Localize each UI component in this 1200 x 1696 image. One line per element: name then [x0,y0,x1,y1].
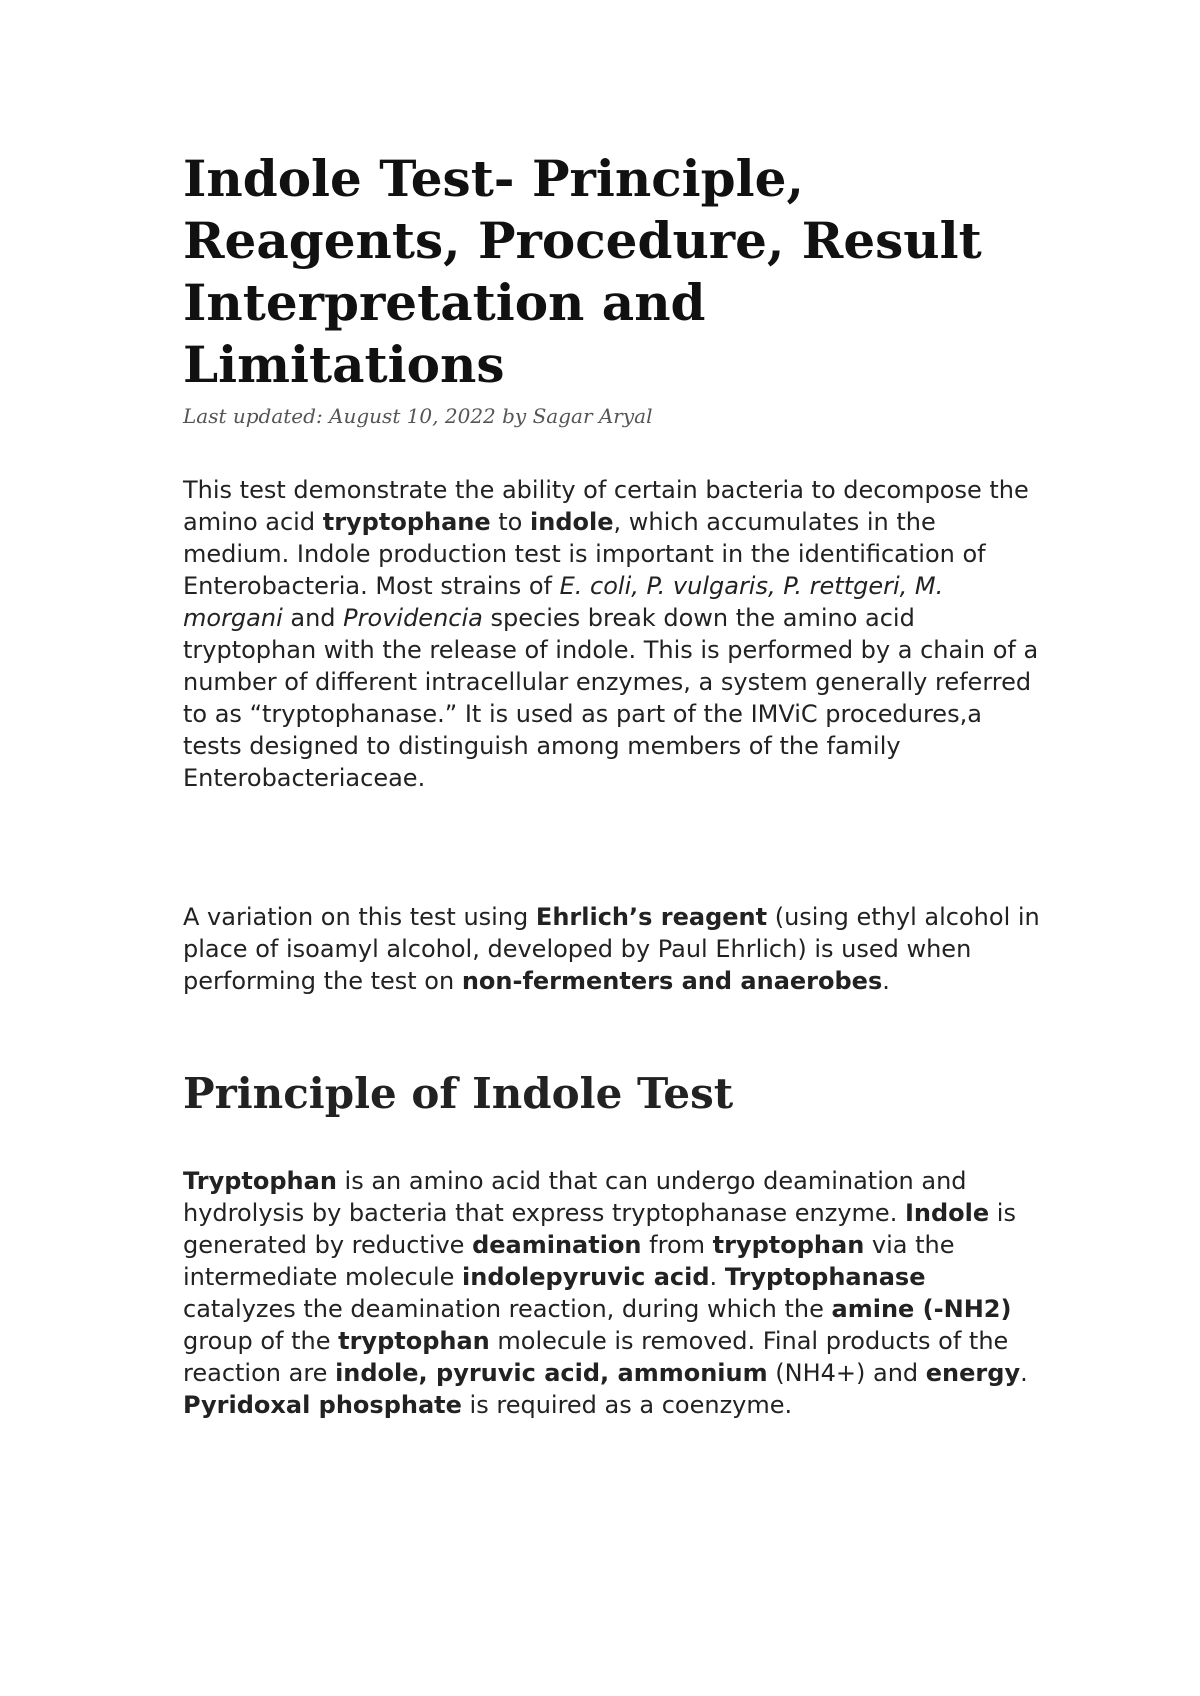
principle-paragraph: Tryptophan is an amino acid that can undergo deamination and hydrolysis by bacteria that express tryptophanase enzyme. Indole is generated by reductive deamination from tryptophan via the intermediate molecule indolepyruvic acid. Tryptophanase catalyzes the deamination reaction, during which the amine (-NH2) group of the tryptophan molecule is removed. Final products of the reaction are indole, pyruvic acid, ammonium (NH4+) and energy. Pyridoxal phosphate is required as a coenzyme. [183,1167,1028,1419]
article-title: Indole Test- Principle, Reagents, Procedure, Result Interpretation and Limitations [183,149,982,394]
article-meta: Last updated: August 10, 2022 by Sagar Aryal [183,404,653,428]
intro-paragraph: This test demonstrate the ability of certain bacteria to decompose the amino acid tryptophane to indole, which accumulates in the medium. Indole production test is important in the identification of Enterobacteria. Most strains of E. coli, P. vulgaris, P. rettgeri, M. morgani and Providencia species break down the amino acid tryptophan with the release of indole. This is performed by a chain of a number of different intracellular enzymes, a system generally referred to as “tryptophanase.” It is used as part of the IMViC procedures,a tests designed to distinguish among members of the family Enterobacteriaceae. [183,476,1039,792]
variation-paragraph: A variation on this test using Ehrlich’s reagent (using ethyl alcohol in place of isoamyl alcohol, developed by Paul Ehrlich) is used when performing the test on non-fermenters and anaerobes. [183,903,1040,995]
principle-heading: Principle of Indole Test [183,1069,734,1118]
